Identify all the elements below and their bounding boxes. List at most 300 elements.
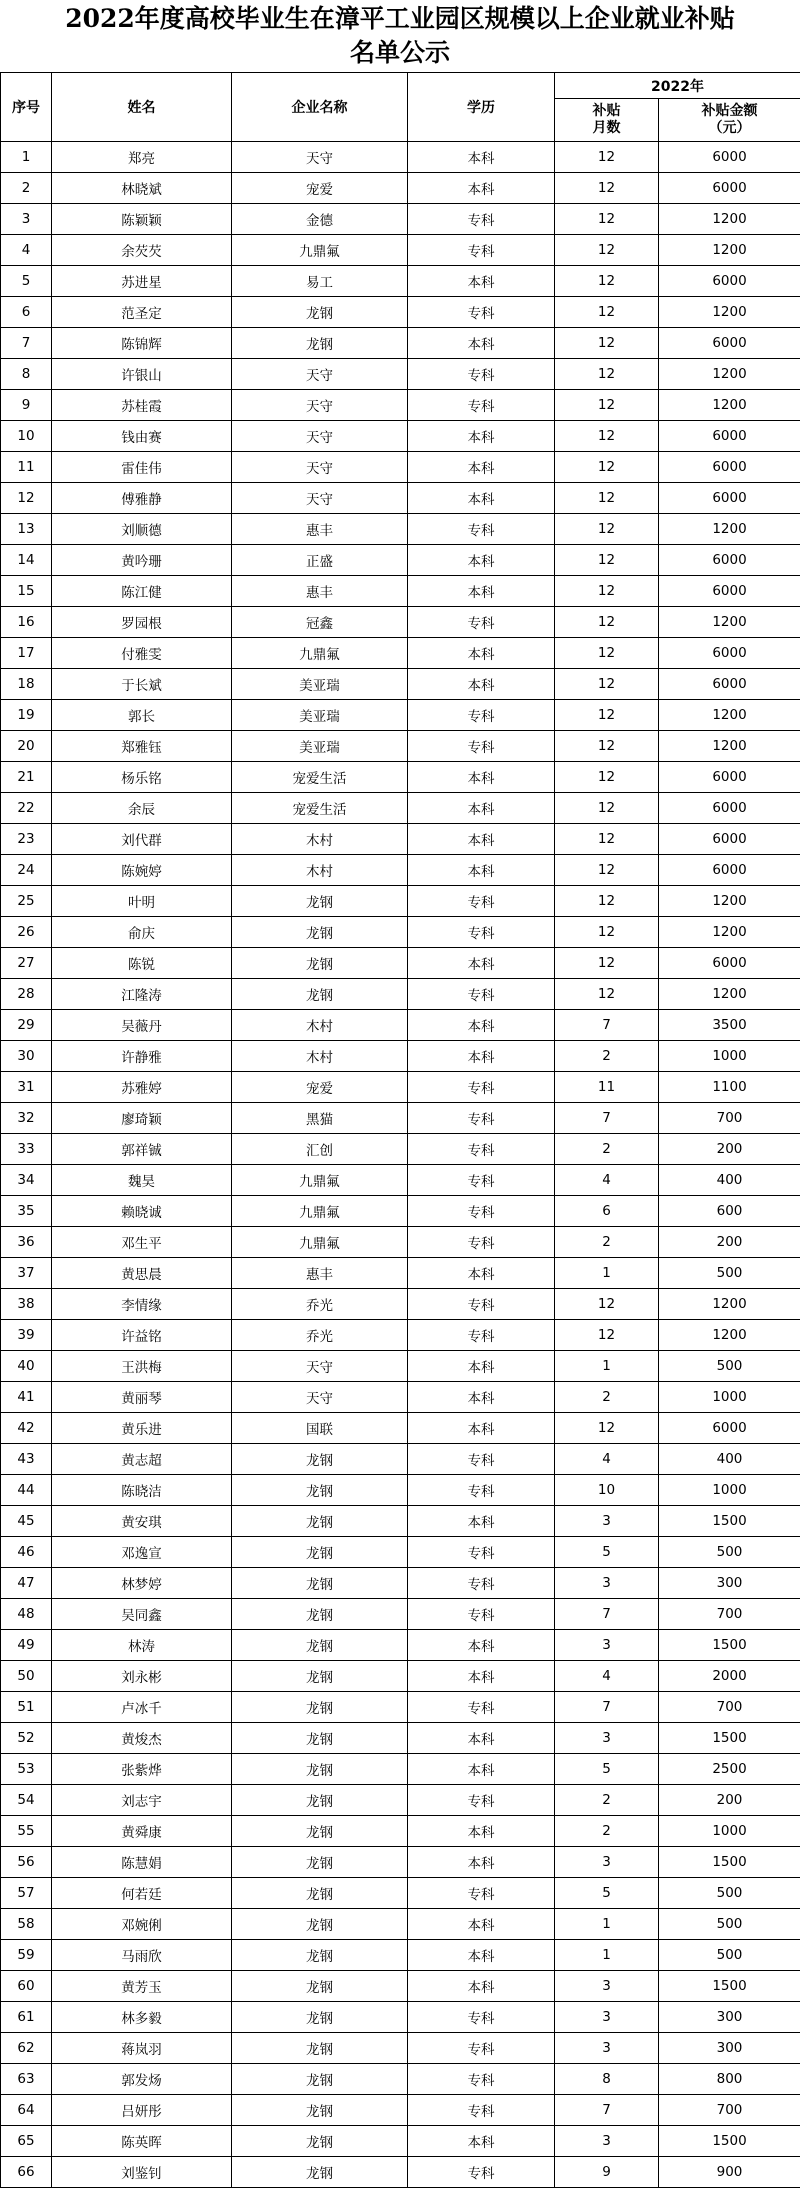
table-row	[1, 1599, 800, 1630]
cell-name: 苏雅婷	[52, 1072, 232, 1103]
cell-index: 11	[1, 452, 52, 483]
page-title: 2022年度高校毕业生在漳平工业园区规模以上企业就业补贴 名单公示	[65, 4, 735, 67]
cell-months: 12	[555, 328, 659, 359]
cell-education: 专科	[408, 390, 555, 421]
table-row	[1, 731, 800, 762]
cell-name: 陈婉婷	[52, 855, 232, 886]
cell-company: 龙钢	[232, 1692, 408, 1723]
cell-months: 2	[555, 1041, 659, 1072]
table-row	[1, 1196, 800, 1227]
cell-name: 苏进星	[52, 266, 232, 297]
cell-education: 专科	[408, 1227, 555, 1258]
cell-months: 2	[555, 1785, 659, 1816]
cell-amount: 300	[659, 2033, 800, 2064]
cell-name: 于长斌	[52, 669, 232, 700]
cell-amount: 6000	[659, 855, 800, 886]
cell-name: 吴同鑫	[52, 1599, 232, 1630]
cell-index: 35	[1, 1196, 52, 1227]
cell-name: 余辰	[52, 793, 232, 824]
cell-name: 邓逸宣	[52, 1537, 232, 1568]
cell-index: 30	[1, 1041, 52, 1072]
cell-name: 刘永彬	[52, 1661, 232, 1692]
cell-education: 本科	[408, 793, 555, 824]
subsidy-table	[0, 72, 800, 2188]
cell-index: 6	[1, 297, 52, 328]
cell-months: 12	[555, 1413, 659, 1444]
cell-months: 6	[555, 1196, 659, 1227]
cell-education: 专科	[408, 1785, 555, 1816]
cell-months: 5	[555, 1878, 659, 1909]
table-row	[1, 142, 800, 173]
cell-name: 陈江健	[52, 576, 232, 607]
cell-company: 天守	[232, 359, 408, 390]
header-name: 姓名	[52, 73, 232, 142]
cell-education: 本科	[408, 1909, 555, 1940]
cell-name: 吴薇丹	[52, 1010, 232, 1041]
cell-amount: 6000	[659, 328, 800, 359]
cell-months: 1	[555, 1258, 659, 1289]
cell-months: 5	[555, 1537, 659, 1568]
cell-months: 12	[555, 979, 659, 1010]
cell-amount: 6000	[659, 576, 800, 607]
cell-name: 罗园根	[52, 607, 232, 638]
cell-name: 黄志超	[52, 1444, 232, 1475]
cell-education: 本科	[408, 1258, 555, 1289]
table-row	[1, 359, 800, 390]
cell-education: 本科	[408, 762, 555, 793]
cell-index: 29	[1, 1010, 52, 1041]
cell-months: 12	[555, 452, 659, 483]
cell-education: 专科	[408, 1444, 555, 1475]
cell-company: 正盛	[232, 545, 408, 576]
cell-company: 龙钢	[232, 1444, 408, 1475]
cell-amount: 6000	[659, 762, 800, 793]
cell-months: 12	[555, 204, 659, 235]
cell-months: 7	[555, 1010, 659, 1041]
cell-amount: 1200	[659, 514, 800, 545]
cell-amount: 1500	[659, 1630, 800, 1661]
cell-months: 12	[555, 1289, 659, 1320]
cell-company: 美亚瑞	[232, 700, 408, 731]
cell-months: 1	[555, 1351, 659, 1382]
cell-education: 专科	[408, 2095, 555, 2126]
cell-company: 龙钢	[232, 917, 408, 948]
cell-education: 专科	[408, 700, 555, 731]
table-row	[1, 1475, 800, 1506]
cell-amount: 800	[659, 2064, 800, 2095]
cell-name: 马雨欣	[52, 1940, 232, 1971]
cell-name: 江隆涛	[52, 979, 232, 1010]
cell-amount: 1200	[659, 700, 800, 731]
cell-amount: 1500	[659, 1506, 800, 1537]
cell-name: 郭长	[52, 700, 232, 731]
table-row	[1, 1165, 800, 1196]
cell-company: 龙钢	[232, 886, 408, 917]
cell-amount: 1000	[659, 1382, 800, 1413]
cell-months: 12	[555, 545, 659, 576]
cell-company: 九鼎氟	[232, 638, 408, 669]
table-row	[1, 2126, 800, 2157]
cell-months: 2	[555, 1134, 659, 1165]
table-row	[1, 1227, 800, 1258]
cell-education: 本科	[408, 173, 555, 204]
table-row	[1, 1320, 800, 1351]
cell-months: 3	[555, 1568, 659, 1599]
table-row	[1, 886, 800, 917]
table-row	[1, 979, 800, 1010]
cell-index: 46	[1, 1537, 52, 1568]
cell-months: 9	[555, 2157, 659, 2188]
table-row	[1, 638, 800, 669]
cell-name: 叶明	[52, 886, 232, 917]
cell-education: 本科	[408, 1630, 555, 1661]
cell-index: 16	[1, 607, 52, 638]
cell-name: 钱由赛	[52, 421, 232, 452]
cell-index: 20	[1, 731, 52, 762]
cell-index: 4	[1, 235, 52, 266]
cell-company: 龙钢	[232, 2157, 408, 2188]
cell-name: 黄乐进	[52, 1413, 232, 1444]
cell-months: 7	[555, 2095, 659, 2126]
cell-index: 2	[1, 173, 52, 204]
cell-education: 本科	[408, 545, 555, 576]
cell-index: 18	[1, 669, 52, 700]
cell-amount: 500	[659, 1909, 800, 1940]
cell-company: 龙钢	[232, 2064, 408, 2095]
table-row	[1, 204, 800, 235]
cell-amount: 1200	[659, 886, 800, 917]
cell-months: 3	[555, 1847, 659, 1878]
cell-amount: 1000	[659, 1816, 800, 1847]
cell-company: 惠丰	[232, 1258, 408, 1289]
cell-amount: 500	[659, 1258, 800, 1289]
cell-company: 天守	[232, 1351, 408, 1382]
cell-amount: 1200	[659, 1320, 800, 1351]
cell-months: 12	[555, 297, 659, 328]
cell-name: 付雅雯	[52, 638, 232, 669]
cell-education: 专科	[408, 1134, 555, 1165]
cell-company: 龙钢	[232, 1568, 408, 1599]
cell-index: 56	[1, 1847, 52, 1878]
cell-amount: 6000	[659, 452, 800, 483]
cell-months: 12	[555, 483, 659, 514]
cell-index: 57	[1, 1878, 52, 1909]
cell-amount: 1200	[659, 1289, 800, 1320]
cell-company: 龙钢	[232, 1878, 408, 1909]
table-row	[1, 1258, 800, 1289]
cell-company: 美亚瑞	[232, 669, 408, 700]
cell-months: 12	[555, 793, 659, 824]
cell-index: 17	[1, 638, 52, 669]
cell-index: 62	[1, 2033, 52, 2064]
table-row	[1, 762, 800, 793]
cell-education: 专科	[408, 297, 555, 328]
cell-amount: 6000	[659, 173, 800, 204]
cell-company: 宠爱生活	[232, 793, 408, 824]
cell-months: 12	[555, 731, 659, 762]
cell-company: 龙钢	[232, 1661, 408, 1692]
cell-index: 23	[1, 824, 52, 855]
cell-months: 2	[555, 1382, 659, 1413]
cell-amount: 1200	[659, 359, 800, 390]
cell-index: 52	[1, 1723, 52, 1754]
table-row	[1, 948, 800, 979]
cell-months: 7	[555, 1692, 659, 1723]
cell-months: 12	[555, 390, 659, 421]
cell-company: 金德	[232, 204, 408, 235]
cell-education: 本科	[408, 1754, 555, 1785]
cell-amount: 700	[659, 2095, 800, 2126]
cell-index: 22	[1, 793, 52, 824]
cell-months: 12	[555, 855, 659, 886]
cell-education: 专科	[408, 2064, 555, 2095]
table-row	[1, 669, 800, 700]
cell-months: 12	[555, 266, 659, 297]
cell-index: 51	[1, 1692, 52, 1723]
cell-months: 12	[555, 762, 659, 793]
header-year: 2022年	[555, 73, 800, 99]
cell-company: 冠鑫	[232, 607, 408, 638]
cell-company: 乔光	[232, 1320, 408, 1351]
cell-amount: 600	[659, 1196, 800, 1227]
cell-company: 龙钢	[232, 2095, 408, 2126]
cell-index: 9	[1, 390, 52, 421]
cell-education: 本科	[408, 421, 555, 452]
cell-company: 龙钢	[232, 1537, 408, 1568]
header-education: 学历	[408, 73, 555, 142]
cell-company: 龙钢	[232, 2033, 408, 2064]
cell-name: 郑亮	[52, 142, 232, 173]
cell-months: 12	[555, 421, 659, 452]
cell-months: 11	[555, 1072, 659, 1103]
cell-amount: 6000	[659, 266, 800, 297]
cell-education: 本科	[408, 1506, 555, 1537]
cell-index: 39	[1, 1320, 52, 1351]
cell-name: 许益铭	[52, 1320, 232, 1351]
cell-name: 李情缘	[52, 1289, 232, 1320]
cell-education: 专科	[408, 886, 555, 917]
cell-index: 14	[1, 545, 52, 576]
table-row	[1, 607, 800, 638]
cell-months: 12	[555, 669, 659, 700]
cell-education: 本科	[408, 948, 555, 979]
cell-name: 雷佳伟	[52, 452, 232, 483]
table-row	[1, 1444, 800, 1475]
table-row	[1, 1661, 800, 1692]
table-row	[1, 1382, 800, 1413]
cell-education: 本科	[408, 824, 555, 855]
cell-amount: 1200	[659, 390, 800, 421]
table-row	[1, 2095, 800, 2126]
cell-amount: 6000	[659, 824, 800, 855]
table-row	[1, 824, 800, 855]
cell-index: 54	[1, 1785, 52, 1816]
cell-education: 专科	[408, 917, 555, 948]
cell-name: 黄焌杰	[52, 1723, 232, 1754]
cell-education: 本科	[408, 2126, 555, 2157]
cell-education: 本科	[408, 483, 555, 514]
cell-education: 本科	[408, 638, 555, 669]
cell-name: 刘鉴钊	[52, 2157, 232, 2188]
cell-company: 天守	[232, 452, 408, 483]
cell-months: 12	[555, 1320, 659, 1351]
cell-name: 卢冰千	[52, 1692, 232, 1723]
cell-months: 3	[555, 2002, 659, 2033]
cell-company: 黑猫	[232, 1103, 408, 1134]
table-row	[1, 1103, 800, 1134]
cell-amount: 3500	[659, 1010, 800, 1041]
cell-amount: 500	[659, 1878, 800, 1909]
cell-months: 2	[555, 1227, 659, 1258]
cell-months: 4	[555, 1165, 659, 1196]
table-row	[1, 173, 800, 204]
cell-name: 郭发炀	[52, 2064, 232, 2095]
cell-company: 天守	[232, 390, 408, 421]
cell-company: 国联	[232, 1413, 408, 1444]
cell-name: 郑雅钰	[52, 731, 232, 762]
cell-company: 九鼎氟	[232, 1227, 408, 1258]
cell-months: 12	[555, 173, 659, 204]
cell-company: 龙钢	[232, 979, 408, 1010]
cell-name: 黄吟珊	[52, 545, 232, 576]
table-row	[1, 452, 800, 483]
cell-months: 12	[555, 514, 659, 545]
cell-index: 7	[1, 328, 52, 359]
cell-months: 2	[555, 1816, 659, 1847]
cell-company: 龙钢	[232, 1506, 408, 1537]
cell-name: 邓婉俐	[52, 1909, 232, 1940]
cell-amount: 900	[659, 2157, 800, 2188]
table-body	[1, 142, 800, 2188]
table-row	[1, 514, 800, 545]
cell-index: 55	[1, 1816, 52, 1847]
cell-index: 58	[1, 1909, 52, 1940]
cell-index: 42	[1, 1413, 52, 1444]
cell-company: 龙钢	[232, 1940, 408, 1971]
cell-index: 13	[1, 514, 52, 545]
cell-education: 本科	[408, 1847, 555, 1878]
cell-months: 3	[555, 1971, 659, 2002]
cell-months: 12	[555, 948, 659, 979]
cell-education: 专科	[408, 204, 555, 235]
cell-company: 龙钢	[232, 1723, 408, 1754]
table-row	[1, 1754, 800, 1785]
cell-name: 杨乐铭	[52, 762, 232, 793]
cell-education: 专科	[408, 731, 555, 762]
cell-company: 易工	[232, 266, 408, 297]
cell-months: 3	[555, 2126, 659, 2157]
cell-company: 龙钢	[232, 1816, 408, 1847]
cell-name: 余芡芡	[52, 235, 232, 266]
cell-amount: 1000	[659, 1475, 800, 1506]
cell-education: 本科	[408, 266, 555, 297]
cell-education: 专科	[408, 1599, 555, 1630]
cell-name: 邓生平	[52, 1227, 232, 1258]
table-row	[1, 1289, 800, 1320]
cell-index: 37	[1, 1258, 52, 1289]
cell-index: 43	[1, 1444, 52, 1475]
table-row	[1, 2157, 800, 2188]
table-row	[1, 1785, 800, 1816]
cell-index: 44	[1, 1475, 52, 1506]
cell-months: 10	[555, 1475, 659, 1506]
cell-index: 32	[1, 1103, 52, 1134]
cell-amount: 6000	[659, 948, 800, 979]
header-months: 补贴 月数	[555, 99, 659, 142]
cell-company: 宠爱	[232, 1072, 408, 1103]
cell-months: 12	[555, 700, 659, 731]
cell-index: 10	[1, 421, 52, 452]
cell-name: 林多毅	[52, 2002, 232, 2033]
cell-name: 陈英晖	[52, 2126, 232, 2157]
cell-company: 龙钢	[232, 328, 408, 359]
table-row	[1, 1413, 800, 1444]
cell-company: 木村	[232, 1041, 408, 1072]
cell-name: 傅雅静	[52, 483, 232, 514]
cell-months: 1	[555, 1940, 659, 1971]
table-row	[1, 1010, 800, 1041]
cell-company: 龙钢	[232, 2126, 408, 2157]
table-row	[1, 545, 800, 576]
cell-company: 龙钢	[232, 1909, 408, 1940]
cell-company: 天守	[232, 142, 408, 173]
cell-amount: 700	[659, 1599, 800, 1630]
cell-amount: 1200	[659, 204, 800, 235]
table-row	[1, 1134, 800, 1165]
cell-index: 28	[1, 979, 52, 1010]
cell-months: 12	[555, 235, 659, 266]
cell-education: 专科	[408, 1165, 555, 1196]
table-row	[1, 1909, 800, 1940]
cell-amount: 500	[659, 1351, 800, 1382]
cell-education: 专科	[408, 1878, 555, 1909]
cell-amount: 1200	[659, 731, 800, 762]
cell-index: 49	[1, 1630, 52, 1661]
cell-amount: 6000	[659, 421, 800, 452]
cell-index: 12	[1, 483, 52, 514]
cell-name: 陈晓洁	[52, 1475, 232, 1506]
cell-index: 41	[1, 1382, 52, 1413]
cell-education: 专科	[408, 1568, 555, 1599]
cell-education: 本科	[408, 1661, 555, 1692]
cell-months: 5	[555, 1754, 659, 1785]
cell-name: 陈锦辉	[52, 328, 232, 359]
cell-months: 12	[555, 142, 659, 173]
cell-index: 59	[1, 1940, 52, 1971]
cell-months: 3	[555, 1723, 659, 1754]
cell-education: 专科	[408, 1072, 555, 1103]
cell-education: 本科	[408, 855, 555, 886]
cell-education: 本科	[408, 1413, 555, 1444]
cell-company: 九鼎氟	[232, 235, 408, 266]
cell-amount: 2500	[659, 1754, 800, 1785]
cell-index: 34	[1, 1165, 52, 1196]
cell-name: 陈颖颖	[52, 204, 232, 235]
cell-company: 龙钢	[232, 1475, 408, 1506]
cell-months: 12	[555, 886, 659, 917]
cell-amount: 6000	[659, 638, 800, 669]
cell-company: 龙钢	[232, 297, 408, 328]
cell-company: 木村	[232, 824, 408, 855]
cell-index: 33	[1, 1134, 52, 1165]
cell-education: 本科	[408, 1723, 555, 1754]
cell-education: 专科	[408, 1196, 555, 1227]
cell-amount: 700	[659, 1103, 800, 1134]
cell-amount: 1500	[659, 1971, 800, 2002]
cell-company: 美亚瑞	[232, 731, 408, 762]
cell-education: 专科	[408, 1289, 555, 1320]
cell-amount: 200	[659, 1227, 800, 1258]
